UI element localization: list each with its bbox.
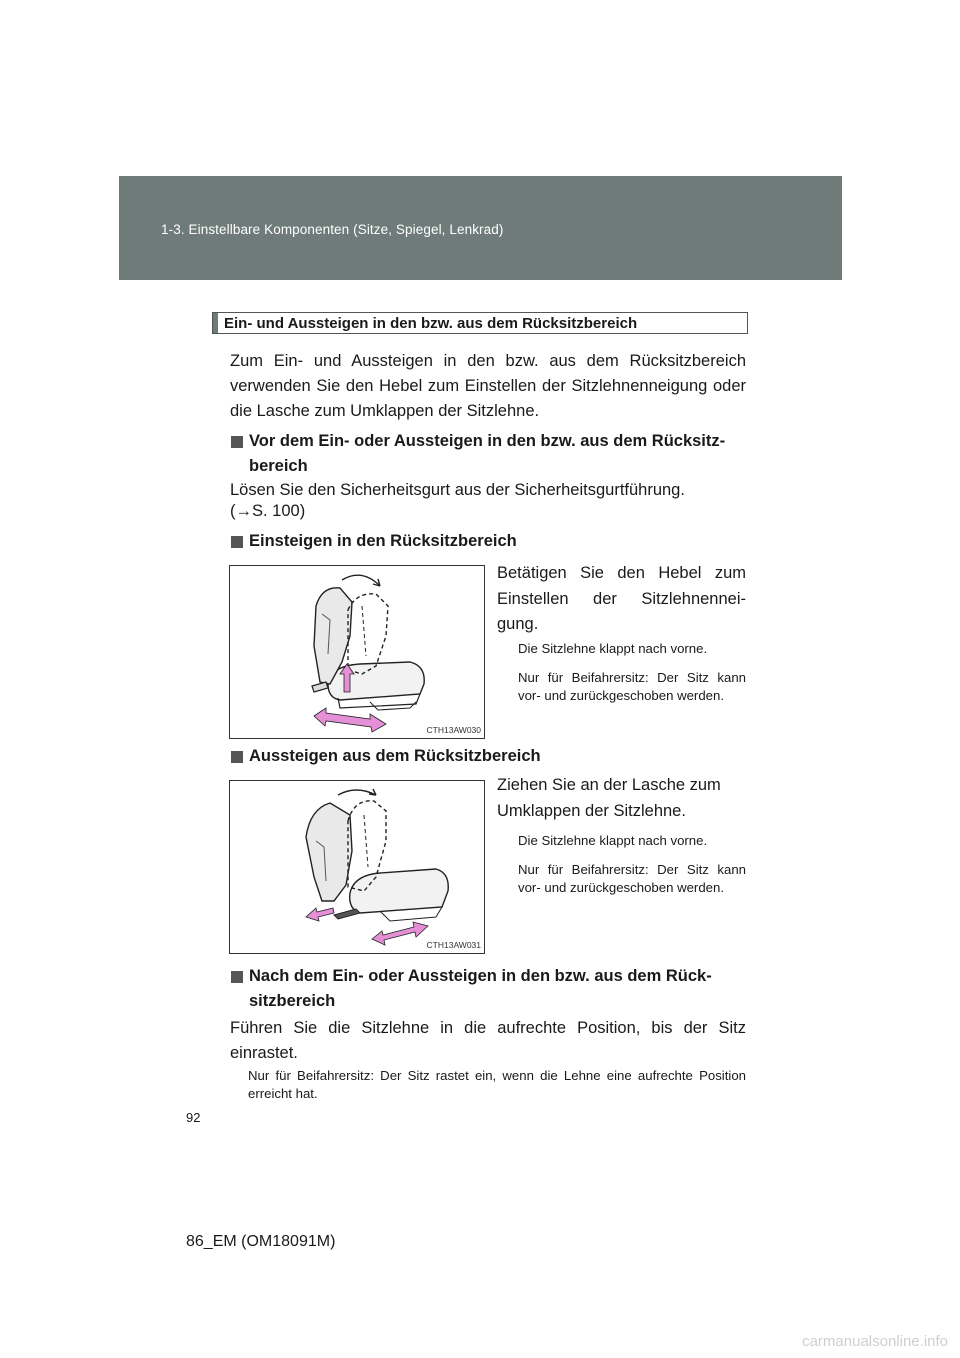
seat-strap-illustration bbox=[230, 781, 486, 955]
intro-paragraph: Zum Ein- und Aussteigen in den bzw. aus dem Rücksitzbereich verwenden Sie den Hebel zum Einstellen der Sitzlehnenneigung oder die Lasche zum Umklappen der Sitzlehne. bbox=[230, 352, 746, 420]
after-heading-line1: Nach dem Ein- oder Aussteigen in den bzw. aus dem Rück- bbox=[249, 967, 712, 985]
before-page-ref: (→S. 100) bbox=[230, 502, 306, 520]
figure-code: CTH13AW031 bbox=[426, 940, 481, 950]
section-title: Ein- und Aussteigen in den bzw. aus dem Rücksitzbereich bbox=[224, 315, 638, 332]
before-heading-line2: bereich bbox=[249, 457, 308, 475]
after-heading-line2: sitzbereich bbox=[249, 992, 336, 1010]
exit-note-2: Nur für Beifahrersitz: Der Sitz kann vor- und zurückgeschoben werden. bbox=[518, 862, 746, 895]
exit-note-1: Die Sitzlehne klappt nach vorne. bbox=[518, 833, 708, 848]
seat-lever-illustration bbox=[230, 566, 486, 740]
document-id: 86_EM (OM18091M) bbox=[186, 1233, 336, 1250]
bullet-square-icon bbox=[231, 751, 243, 763]
watermark: carmanualsonline.info bbox=[802, 1333, 948, 1350]
chapter-title: 1-3. Einstellbare Komponenten (Sitze, Spiegel, Lenkrad) bbox=[161, 222, 504, 237]
before-text: Lösen Sie den Sicherheitsgurt aus der Sicherheitsgurtführung. bbox=[230, 481, 685, 499]
exit-instruction: Ziehen Sie an der Lasche zum Umklappen der Sitzlehne. bbox=[497, 776, 721, 820]
enter-heading: Einsteigen in den Rücksitzbereich bbox=[249, 532, 517, 550]
enter-instruction: Betätigen Sie den Hebel zum Einstellen der Sitzlehnennei-gung. bbox=[497, 564, 746, 633]
before-heading-line1: Vor dem Ein- oder Aussteigen in den bzw. aus dem Rücksitz- bbox=[249, 432, 726, 450]
figure-seat-lever bbox=[229, 565, 485, 739]
page-number: 92 bbox=[186, 1110, 201, 1125]
after-text: Führen Sie die Sitzlehne in die aufrechte Position, bis der Sitz einrastet. bbox=[230, 1019, 746, 1062]
bullet-square-icon bbox=[231, 536, 243, 548]
enter-note-1: Die Sitzlehne klappt nach vorne. bbox=[518, 641, 708, 656]
after-note: Nur für Beifahrersitz: Der Sitz rastet ein, wenn die Lehne eine aufrechte Position erreicht hat. bbox=[248, 1068, 746, 1101]
figure-code: CTH13AW030 bbox=[426, 725, 481, 735]
chapter-header-band bbox=[119, 176, 842, 280]
bullet-square-icon bbox=[231, 436, 243, 448]
enter-note-2: Nur für Beifahrersitz: Der Sitz kann vor- und zurückgeschoben werden. bbox=[518, 670, 746, 703]
section-heading-accent bbox=[213, 313, 218, 333]
figure-seat-strap bbox=[229, 780, 485, 954]
bullet-square-icon bbox=[231, 971, 243, 983]
section-heading-box bbox=[212, 312, 748, 334]
exit-heading: Aussteigen aus dem Rücksitzbereich bbox=[249, 747, 541, 765]
